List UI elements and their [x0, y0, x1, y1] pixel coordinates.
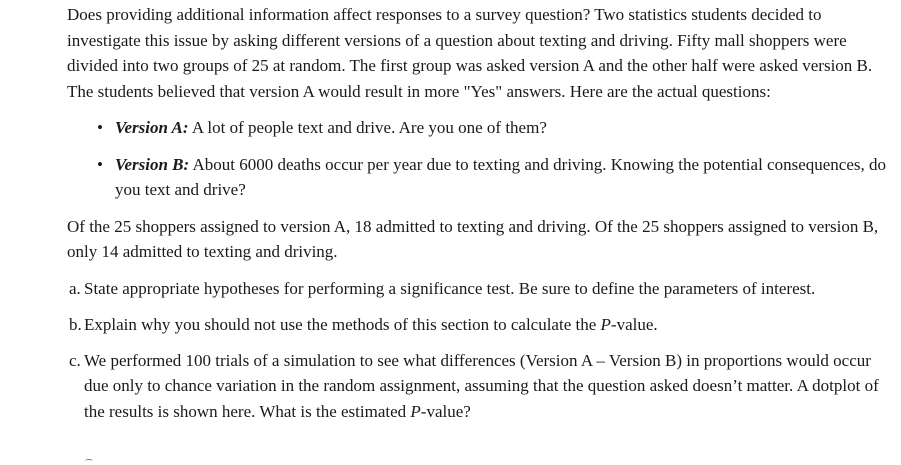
version-b-text: About 6000 deaths occur per year due to texting and driving. Knowing the potential consequences, do you text and drive?: [115, 154, 886, 199]
part-text-end: -value?: [420, 401, 471, 421]
version-a-label: Version A:: [115, 118, 189, 137]
question-content: [67, 2, 887, 435]
part-label: c.: [69, 350, 81, 370]
cropped-content-edge: [85, 459, 93, 463]
bullet-icon: •: [97, 118, 103, 137]
part-text-end: -value.: [610, 314, 658, 334]
part-c: [67, 348, 887, 425]
part-a: [67, 276, 887, 302]
p-value-symbol: P: [600, 314, 611, 334]
part-b: [67, 312, 887, 338]
part-label: b.: [69, 314, 82, 334]
list-item: [67, 152, 887, 203]
question-parts: [67, 276, 887, 425]
results-paragraph: Of the 25 shoppers assigned to version A, 18 admitted to texting and driving. Of the 25 shoppers assigned to version B, only 14 admitted to texting and driving.: [67, 216, 879, 261]
p-value-symbol: P: [410, 401, 421, 421]
version-b-label: Version B:: [115, 154, 190, 174]
bullet-icon: •: [97, 154, 103, 174]
list-item: [67, 115, 887, 141]
version-a-text: A lot of people text and drive. Are you one of them?: [191, 118, 547, 137]
part-text: We performed 100 trials of a simulation to see what differences (Version A – Version B) in proportions would occur due only to chance variation in the random assignment, assuming that the question asked doesn’t matter. A dotplot of the results is shown here. What is the estimated: [84, 350, 879, 421]
part-text: Explain why you should not use the methods of this section to calculate the: [84, 314, 601, 334]
intro-paragraph: Does providing additional information affect responses to a survey question? Two statistics students decided to investigate this issue by asking different versions of a question about texting and driving. Fifty mall shoppers were divided into two groups of 25 at random. The first group was asked version A and the other half were asked version B. The students believed that version A would result in more "Yes" answers. Here are the actual questions:: [67, 5, 873, 101]
part-text: State appropriate hypotheses for performing a significance test. Be sure to define the parameters of interest.: [84, 278, 816, 298]
versions-list: [67, 115, 887, 203]
part-label: a.: [69, 278, 81, 298]
